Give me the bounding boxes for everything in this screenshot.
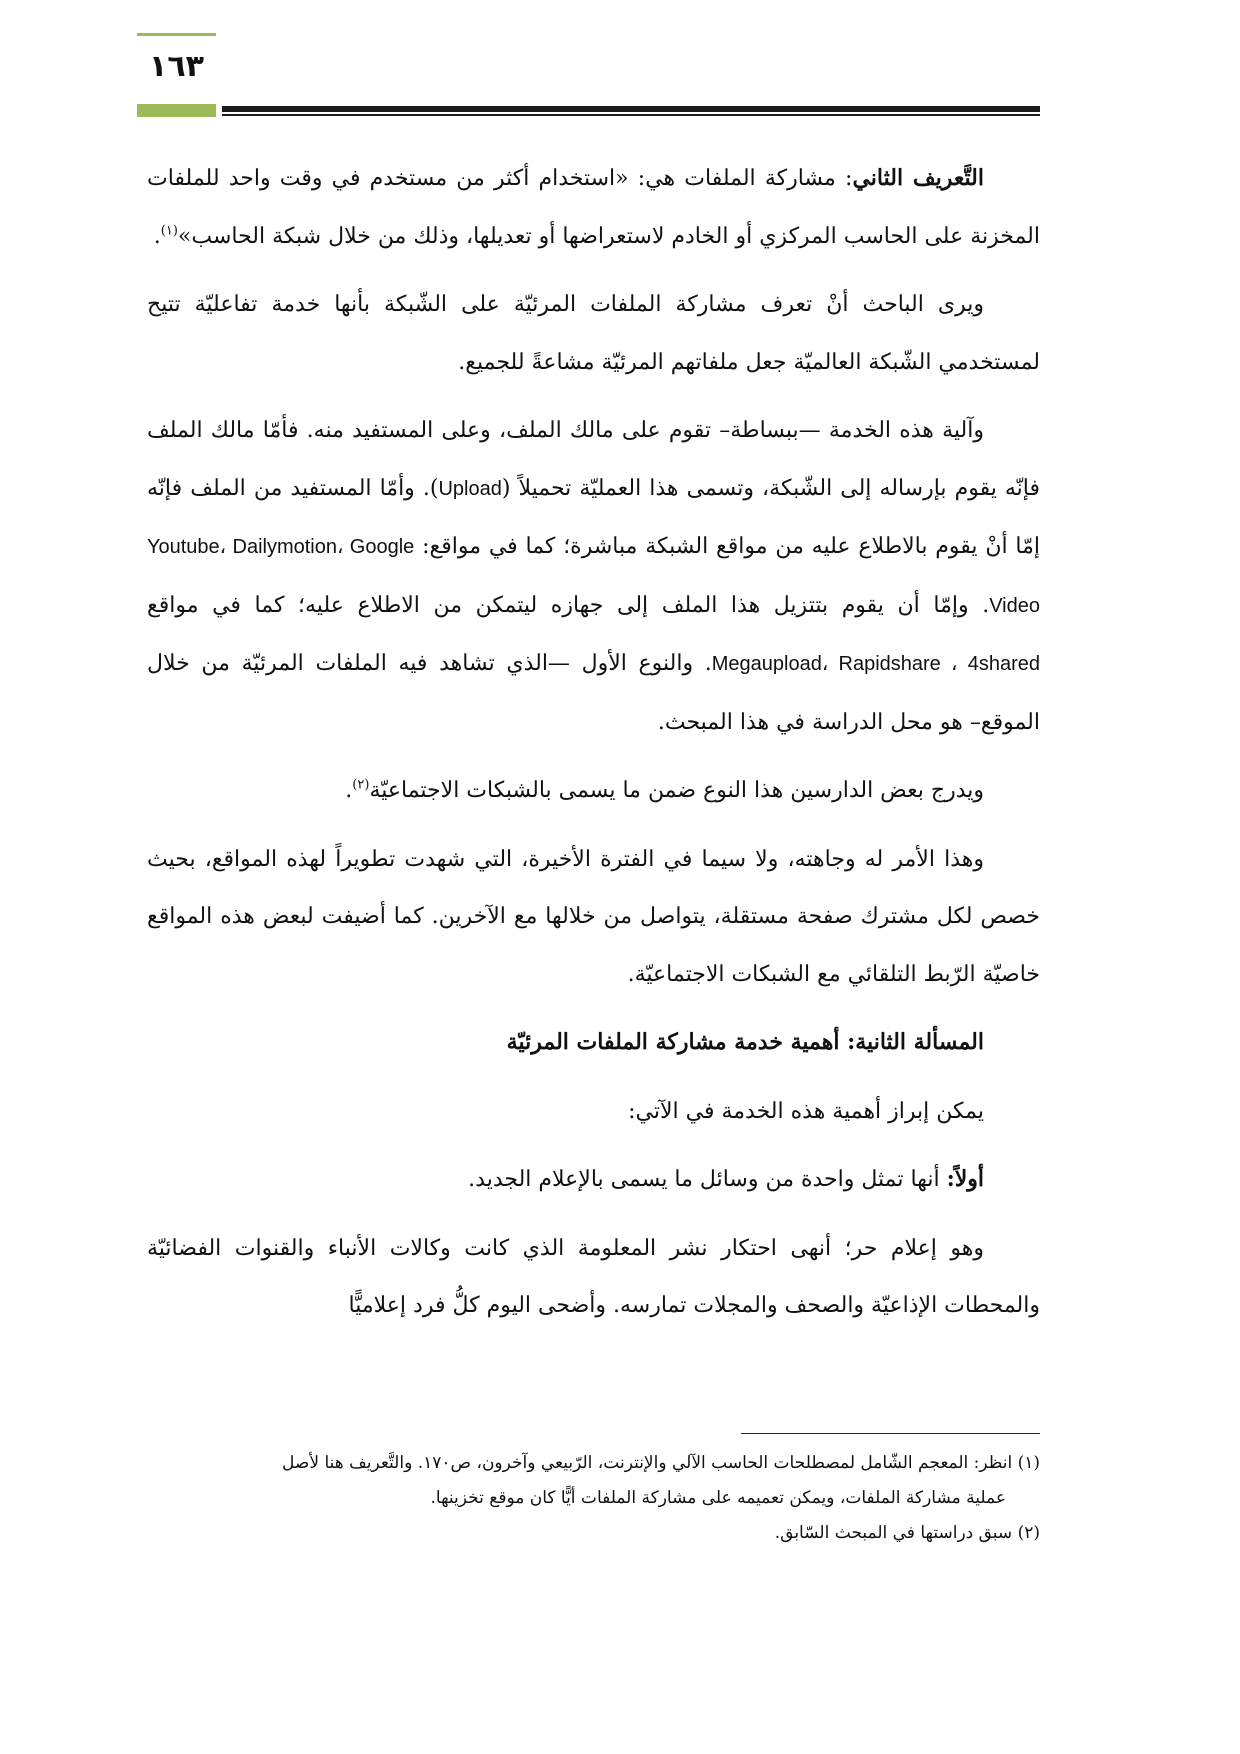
social-text: ويدرج بعض الدارسين هذا النوع ضمن ما يسمى بالشبكات الاجتماعيّة (369, 778, 984, 803)
streaming-sites: Youtube، Dailymotion، Google Video (147, 536, 1040, 617)
paragraph-importance-intro: يمكن إبراز أهمية هذه الخدمة في الآتي: (628, 1098, 984, 1124)
header-rule-thick (222, 106, 1040, 112)
definition-text: : مشاركة الملفات هي: «استخدام أكثر من مستخدم في وقت واحد للملفات المخزنة على الحاسب المركزي أو الخادم لاستعراضها أو تعديلها، وذلك من خلال شبكة الحاسب» (147, 166, 1040, 249)
definition-end: . (153, 223, 161, 249)
paragraph-free-media: وهو إعلام حر؛ أنهى احتكار نشر المعلومة الذي كانت وكالات الأنباء والقنوات الفضائيّة والمحطات الإذاعيّة والصحف والمجلات تمارسه. وأضحى اليوم كلُّ فرد إعلاميًّا (147, 1235, 1040, 1318)
footnotes (147, 1446, 1040, 1551)
page-body (147, 150, 1040, 1346)
footnote-ref-1[interactable]: (١) (160, 223, 178, 239)
paragraph-justification: وهذا الأمر له وجاهته، ولا سيما في الفترة الأخيرة، التي شهدت تطويراً لهذه المواقع، بحيث خصص لكل مشترك صفحة مستقلة، يتواصل من خلالها مع الآخرين. كما أضيفت لبعض هذه المواقع خاصيّة الرّبط التلقائي مع الشبكات الاجتماعيّة. (147, 846, 1040, 987)
footnote-ref-2[interactable]: (٢) (352, 777, 370, 793)
page-number: ١٦٣ (149, 49, 204, 84)
paragraph-researcher-view: ويرى الباحث أنْ تعرف مشاركة الملفات المرئيّة على الشّبكة بأنها خدمة تفاعليّة تتيح لمستخدمي الشّبكة العالميّة جعل ملفاتهم المرئيّة مشاعةً للجميع. (147, 292, 1040, 375)
header-rule-thin (222, 114, 1040, 116)
download-sites: Megaupload، Rapidshare ، 4shared (711, 653, 1040, 675)
first-point-text: أنها تمثل واحدة من وسائل ما يسمى بالإعلام الجديد. (468, 1167, 947, 1192)
header-accent-line (137, 33, 216, 36)
definition-label: التَّعريف الثاني (852, 165, 984, 191)
paragraph-definition (147, 150, 1040, 265)
paragraph-mechanism (147, 402, 1040, 751)
paragraph-first-point (147, 1151, 1040, 1209)
mechanism-text-a: وآلية هذه الخدمة —ببساطة– تقوم على مالك الملف، وعلى المستفيد منه. فأمّا مالك الملف فإنّه يقوم بإرساله إلى الشّبكة، وتسمى هذا العمليّة تحميلاً ( (147, 418, 1041, 501)
section-heading: المسألة الثانية: أهمية خدمة مشاركة الملفات المرئيّة (506, 1029, 984, 1055)
mechanism-text-d: . والنوع الأول —الذي تشاهد فيه الملفات المرئيّة من خلال الموقع– هو محل الدراسة في هذا المبحث. (147, 651, 1040, 735)
footnote-1-line-2: عملية مشاركة الملفات، ويمكن تعميمه على مشاركة الملفات أيًّا كان موقع تخزينها. (430, 1488, 1006, 1508)
mechanism-text-c: . وإمّا أن يقوم بتتزيل هذا الملف إلى جهازه ليتمكن من الاطلاع عليه؛ كما في مواقع (147, 592, 990, 618)
footnote-1-line-1: (١) انظر: المعجم الشّامل لمصطلحات الحاسب الآلي والإنترنت، الرّبيعي وآخرون، ص١٧٠. والتَّعريف هنا لأصل (282, 1453, 1040, 1473)
mechanism-text-b: ). وأمّا المستفيد من الملف فإنّه إمّا أنْ يقوم بالاطلاع عليه من مواقع الشبكة مباشرة؛ كما في مواقع: (147, 475, 1040, 559)
social-end: . (345, 778, 353, 803)
paragraph-social-networks (147, 762, 1040, 820)
header-accent-block (137, 104, 216, 117)
footnote-2: (٢) سبق دراستها في المبحث السّابق. (774, 1523, 1040, 1543)
upload-term: Upload (438, 477, 502, 500)
first-point-label: أولاً: (946, 1166, 984, 1192)
footnote-separator (741, 1433, 1040, 1434)
